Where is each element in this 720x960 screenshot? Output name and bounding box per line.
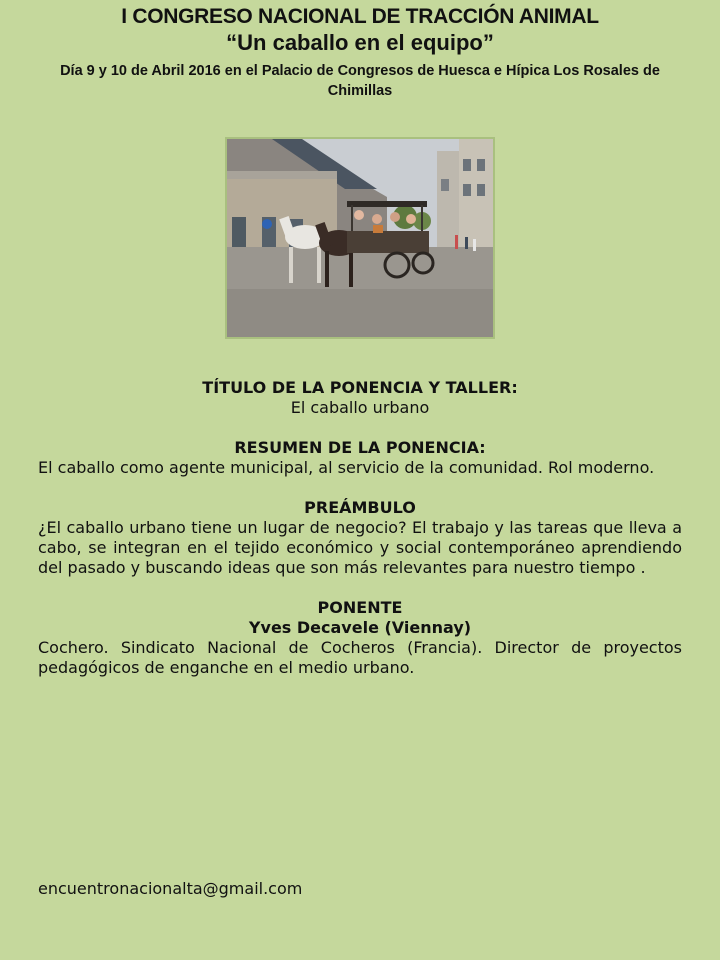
- section-heading-resumen: RESUMEN DE LA PONENCIA:: [234, 438, 486, 457]
- horse-carriage-image: [227, 139, 493, 337]
- horse-carriage-photo: [225, 137, 495, 339]
- pedestrian: [455, 235, 458, 249]
- event-subtitle: “Un caballo en el equipo”: [226, 30, 494, 55]
- section-heading-preambulo: PREÁMBULO: [304, 498, 416, 517]
- traffic-sign: [262, 219, 272, 229]
- speaker-name: Yves Decavele (Viennay): [248, 618, 472, 637]
- section-heading-titulo: TÍTULO DE LA PONENCIA Y TALLER:: [202, 378, 518, 397]
- talk-details: [38, 378, 682, 678]
- talk-title: El caballo urbano: [290, 398, 430, 417]
- event-dates: Día 9 y 10 de Abril 2016 en el Palacio de Congresos de Huesca e Hípica Los Rosales de Chimillas: [60, 63, 660, 99]
- talk-summary: El caballo como agente municipal, al servicio de la comunidad. Rol moderno.: [38, 458, 655, 477]
- event-header: [20, 4, 700, 101]
- talk-preamble: ¿El caballo urbano tiene un lugar de negocio? El trabajo y las tareas que lleva a cabo, se integran en el tejido económico y social contemporáneo aprendiendo del pasado y buscando ideas que son más relevantes para nuestro tiempo .: [38, 518, 682, 577]
- carriage-roof: [347, 201, 427, 207]
- carriage-body: [347, 231, 429, 253]
- contact-email[interactable]: encuentronacionalta@gmail.com: [38, 879, 303, 898]
- speaker-bio: Cochero. Sindicato Nacional de Cocheros (Francia). Director de proyectos pedagógicos de enganche en el medio urbano.: [38, 638, 682, 677]
- event-title: I CONGRESO NACIONAL DE TRACCIÓN ANIMAL: [121, 5, 599, 28]
- section-heading-ponente: PONENTE: [317, 598, 403, 617]
